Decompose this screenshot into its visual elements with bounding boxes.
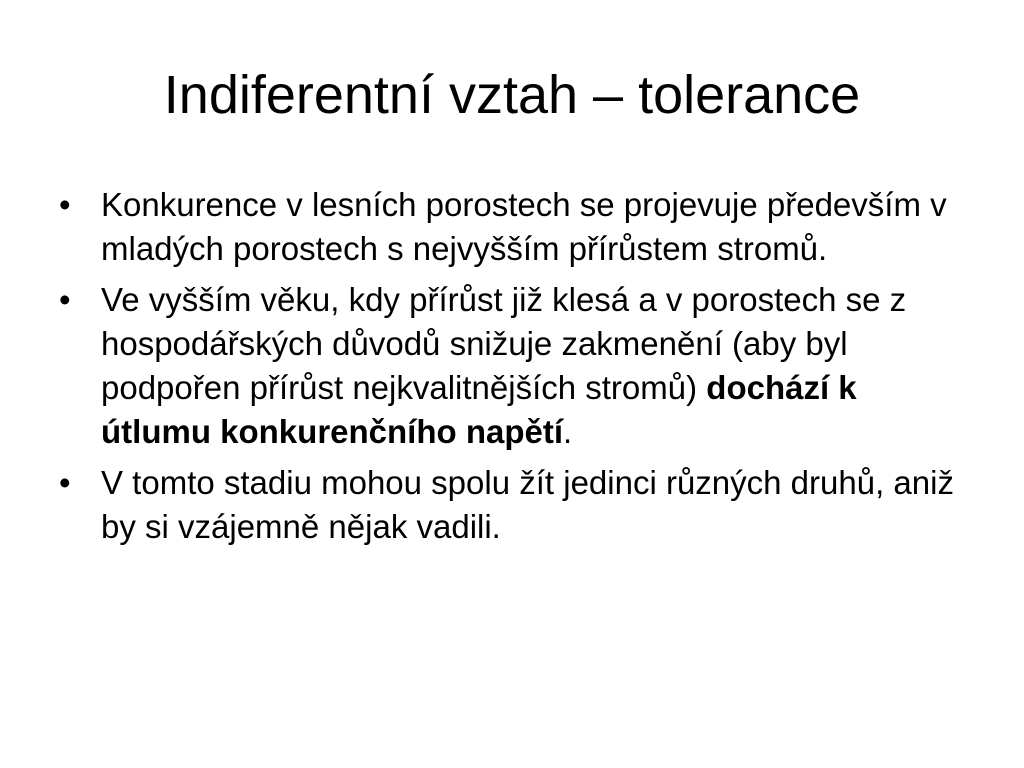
- bullet-text-2: [101, 281, 906, 450]
- bullet-icon: •: [59, 186, 71, 223]
- bullet-item-2: [56, 278, 956, 454]
- bullet-text-1: Konkurence v lesních porostech se projevuje především v mladých porostech s nejvyšším přírůstem stromů.: [101, 186, 947, 267]
- bullet-list: [56, 183, 956, 556]
- bullet-icon: •: [59, 281, 71, 318]
- slide-title: Indiferentní vztah – tolerance: [163, 65, 861, 125]
- bullet-text-2-emphasis: dochází k útlumu konkurenčního napětí: [101, 369, 857, 450]
- bullet-text-2-after: .: [563, 413, 573, 450]
- bullet-item-1: [56, 183, 956, 271]
- bullet-text-3: V tomto stadiu mohou spolu žít jedinci různých druhů, aniž by si vzájemně nějak vadili.: [101, 464, 954, 545]
- bullet-icon: •: [59, 464, 71, 501]
- bullet-item-3: [56, 461, 956, 549]
- bullet-text-2-before: Ve vyšším věku, kdy přírůst již klesá a v porostech se z hospodářských důvodů snižuje zakmenění (aby byl podpořen přírůst nejkvalitnějších stromů): [101, 281, 907, 406]
